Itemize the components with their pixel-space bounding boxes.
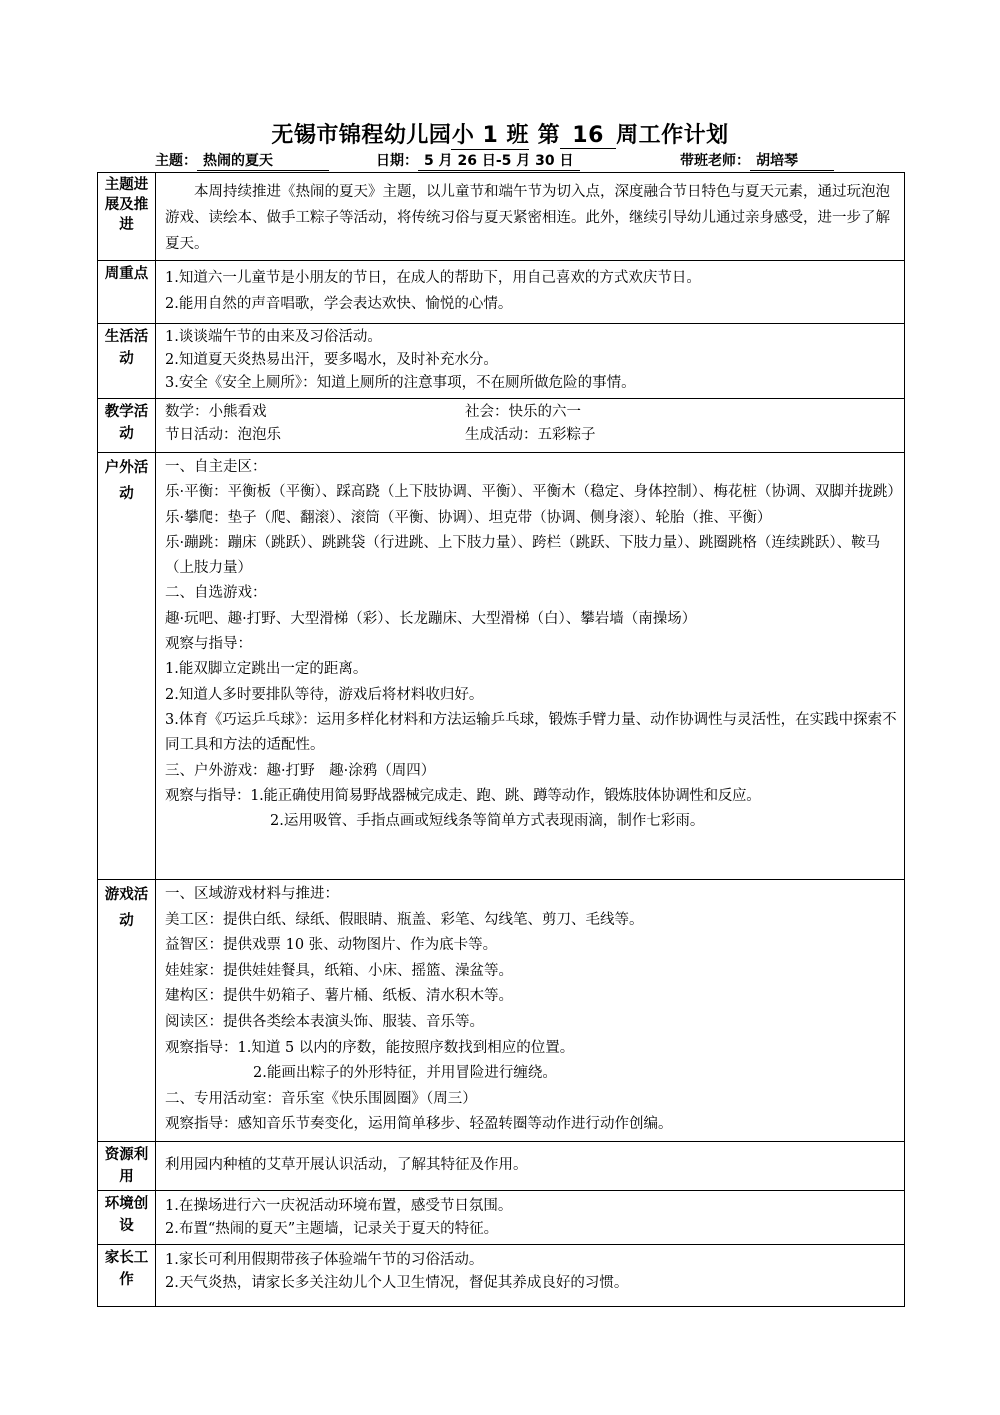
environment-line: 1.在操场进行六一庆祝活动环境布置，感受节日氛围。 (165, 1197, 513, 1214)
outdoor-line: 2.运用吸管、手指点画或短线条等简单方式表现雨滴，制作七彩雨。 (270, 813, 705, 830)
page-title (0, 118, 1000, 150)
week-prefix: 第 (537, 123, 561, 148)
date-field (376, 150, 580, 171)
label-theme-progress: 主题进展及推进 (98, 173, 156, 261)
kindergarten-name: 无锡市锦程幼儿园 (271, 123, 452, 148)
label-parents: 家长工作 (98, 1244, 156, 1306)
label-resources: 资源利用 (98, 1141, 156, 1190)
row-teaching-activities (98, 399, 905, 453)
row-life-activities (98, 324, 905, 399)
row-game-activities (98, 880, 905, 1142)
teacher-value: 胡培琴 (750, 150, 834, 171)
outdoor-line: 3.体育《巧运乒乓球》：运用多样化材料和方法运输乒乓球，锻炼手臂力量、动作协调性与灵活性，在实践中探索不同工具和方法的适配性。 (165, 711, 897, 754)
label-teaching-activities: 教学活动 (98, 399, 156, 453)
outdoor-line: 观察与指导：1.能正确使用简易野战器械完成走、跑、跳、蹲等动作，锻炼肢体协调性和反应。 (165, 787, 761, 804)
life-activity-line: 3.安全《安全上厕所》：知道上厕所的注意事项，不在厕所做危险的事情。 (165, 375, 636, 391)
game-line: 益智区：提供戏票 10 张、动物图片、作为底卡等。 (165, 937, 498, 954)
week-number: 16 (560, 123, 616, 149)
outdoor-line: 乐·平衡：平衡板（平衡）、踩高跷（上下肢协调、平衡）、平衡木（稳定、身体控制）、梅花桩（协调、双脚并拢跳） (165, 484, 902, 501)
outdoor-line: 三、户外游戏：趣·打野 趣·涂鸦（周四） (165, 762, 436, 779)
teaching-activity-item: 节日活动：泡泡乐 (165, 427, 281, 443)
game-line: 观察指导：1.知道 5 以内的序数，能按照序数找到相应的位置。 (165, 1039, 575, 1056)
theme-value: 热闹的夏天 (197, 150, 329, 171)
outdoor-line: 1.能双脚立定跳出一定的距离。 (165, 661, 368, 678)
teacher-field (680, 150, 834, 171)
outdoor-line: 2.知道人多时要排队等待，游戏后将材料收归好。 (165, 686, 484, 703)
title-suffix: 周工作计划 (616, 123, 729, 148)
teacher-label: 带班老师： (680, 153, 750, 169)
row-outdoor-activities (98, 453, 905, 880)
teaching-activity-item: 社会：快乐的六一 (465, 404, 581, 420)
game-line: 2.能画出粽子的外形特征，并用冒险进行缠绕。 (253, 1065, 557, 1082)
outdoor-line: 乐·攀爬：垫子（爬、翻滚）、滚筒（平衡、协调）、坦克带（协调、侧身滚）、轮胎（推、平衡） (165, 509, 772, 526)
row-weekly-focus (98, 261, 905, 324)
outdoor-line: 一、自主走区： (165, 459, 267, 475)
life-activity-line: 1.谈谈端午节的由来及习俗活动。 (165, 329, 382, 345)
weekly-focus-line: 1.知道六一儿童节是小朋友的节日，在成人的帮助下，用自己喜欢的方式欢庆节日。 (165, 270, 701, 286)
label-environment: 环境创设 (98, 1190, 156, 1244)
date-value: 5 月 26 日-5 月 30 日 (418, 150, 580, 171)
game-line: 观察指导：感知音乐节奏变化，运用简单移步、轻盈转圈等动作进行动作创编。 (165, 1116, 673, 1133)
game-line: 二、专用活动室：音乐室《快乐围圆圈》（周三） (165, 1090, 477, 1107)
theme-field (155, 150, 329, 171)
label-game-activities: 游戏活动 (98, 880, 156, 1142)
plan-meta (155, 150, 915, 170)
date-label: 日期： (376, 153, 418, 169)
weekly-focus-line: 2.能用自然的声音唱歌，学会表达欢快、愉悦的心情。 (165, 296, 513, 312)
life-activity-line: 2.知道夏天炎热易出汗，要多喝水，及时补充水分。 (165, 352, 498, 368)
weekly-plan-table (97, 172, 905, 1307)
teaching-activity-item: 生成活动：五彩粽子 (465, 427, 596, 443)
environment-line: 2.布置“热闹的夏天”主题墙，记录关于夏天的特征。 (165, 1220, 499, 1237)
row-theme-progress (98, 173, 905, 261)
class-name: 小 1 班 (451, 118, 529, 150)
game-line: 美工区：提供白纸、绿纸、假眼睛、瓶盖、彩笔、勾线笔、剪刀、毛线等。 (165, 911, 644, 928)
label-outdoor-activities: 户外活动 (98, 453, 156, 880)
row-environment (98, 1190, 905, 1244)
row-parents (98, 1244, 905, 1306)
game-line: 建构区：提供牛奶箱子、薯片桶、纸板、清水积木等。 (165, 988, 513, 1005)
outdoor-line: 二、自选游戏： (165, 585, 267, 602)
label-weekly-focus: 周重点 (98, 261, 156, 324)
parents-line: 2.天气炎热，请家长多关注幼儿个人卫生情况，督促其养成良好的习惯。 (165, 1274, 629, 1291)
resources-text: 利用园内种植的艾草开展认识活动，了解其特征及作用。 (165, 1157, 528, 1174)
outdoor-line: 趣·玩吧、趣·打野、大型滑梯（彩）、长龙蹦床、大型滑梯（白）、攀岩墙（南操场） (165, 610, 697, 627)
theme-label: 主题： (155, 153, 197, 169)
outdoor-line: 乐·蹦跳：蹦床（跳跃）、跳跳袋（行进跳、上下肢力量）、跨栏（跳跃、下肢力量）、跳圈跳格（连续跳跃）、鞍马（上肢力量） (165, 534, 881, 577)
row-resources (98, 1141, 905, 1190)
label-life-activities: 生活活动 (98, 324, 156, 399)
parents-line: 1.家长可利用假期带孩子体验端午节的习俗活动。 (165, 1251, 484, 1268)
teaching-activity-item: 数学：小熊看戏 (165, 404, 267, 420)
game-line: 娃娃家：提供娃娃餐具，纸箱、小床、摇篮、澡盆等。 (165, 962, 513, 979)
theme-progress-text: 本周持续推进《热闹的夏天》主题，以儿童节和端午节为切入点，深度融合节日特色与夏天元素，通过玩泡泡游戏、读绘本、做手工粽子等活动，将传统习俗与夏天紧密相连。此外，继续引导幼儿通过亲身感受，进一步了解夏天。 (165, 184, 890, 252)
game-line: 一、区域游戏材料与推进： (165, 886, 339, 902)
outdoor-line: 观察与指导： (165, 636, 252, 653)
game-line: 阅读区：提供各类绘本表演头饰、服装、音乐等。 (165, 1013, 484, 1030)
